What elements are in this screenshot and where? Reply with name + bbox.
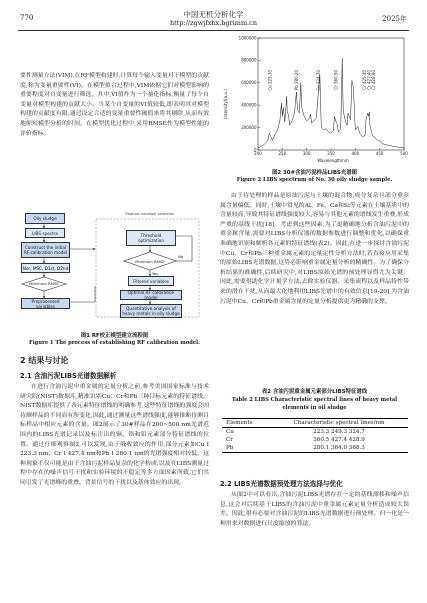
node-libs-spectra: LIBS spectra [25, 228, 65, 238]
peak-label: Pb 280.20 [294, 70, 300, 91]
node-optimal-rf: Optimal RF calibration model [120, 290, 182, 300]
feature-selection-label: Feature variable selection [125, 211, 175, 216]
table-cell: Cu [226, 429, 234, 435]
section22-body [220, 491, 409, 529]
peak-label: Cu 324.70 [315, 70, 321, 91]
table-row [222, 436, 408, 444]
node-threshold-optimization: Threshold optimization [126, 230, 176, 246]
header-rule [18, 30, 409, 31]
right-body-text [220, 192, 409, 307]
table2 [222, 418, 408, 453]
x-tick-label: 450 [375, 151, 384, 156]
table-row [222, 444, 408, 453]
section21-title: 2.1 含油污泥LIBS光谱数据解析 [20, 372, 117, 380]
node-minimum-rmse-right: Minimum RMSE [135, 258, 165, 264]
journal-url: http://zgwjfxhx.bgrimm.cn [169, 19, 258, 27]
label-no: No [178, 254, 184, 259]
section21-body [20, 383, 209, 489]
x-tick-label: 500 [400, 151, 408, 156]
section2-title: 2 结果与讨论 [20, 356, 69, 365]
node-quantitative-analysis: Quantitative analysis of heavy metals in oily sludge [120, 304, 182, 318]
table2-caption-en: Table 2 LIBS Characteristic spectral lines of heavy metal elements in oil sludge [231, 397, 398, 411]
table2-caption-cn: 表2 含油污泥重金属元素部分LIBS特征谱线 [261, 389, 368, 395]
table-cell: 360.5 427.4 428.9 [313, 437, 365, 443]
spectrum-ylabel: Intensity/(a.u.) [223, 89, 228, 119]
table-cell: Cr [226, 437, 233, 443]
y-tick-label: 600000 [241, 80, 257, 86]
node-preprocessed-variables: Preprocessed variables [21, 298, 70, 309]
right-paragraph: 由于待处理的样品是原油污泥与土壤的混合物,成分复杂且部分重金属含量偏低。同时,土壤中常见的Al、Fe、Ca和Si等元素在土壤基质中的含量较高,导致其特征谱线强度较大,容易与其他元素的谱线发生重叠,形成严重的基线干扰[18]。考虑到这些因素,为了更精确地分析含油污泥中的重金属含量,需要对LIBS分析仪器的数据参数进行调整和优化,以确保重准确地识别和解析各元素的特征谱线(表2)。因此,在进一步探讨含油污泥中Cu、Cr和Pb三种重金属元素的定量定性分析方法时,若直接应用采集的原始LIBS光谱数据,这势必影响重金属定量分析的精确性。为了确保分析结果的准确性,后续研究中,对LIBS原始光谱的预处理显得尤为关键。因此,需要借助化学计量学方法,去除实验仪器、采集流程以及样品特性带来的潜在干扰,从而最大化地利用LIBS光谱中的有效信息[19-20],为含油污泥中Cu、Cr和Pb重金属含量的定量分析提供更为精确的支撑。 [220, 193, 409, 305]
node-construct-initial: Construct the initial RF calibration model [21, 242, 70, 258]
table-cell: 280.1 364.0 368.3 [313, 445, 365, 451]
left-intro-text [20, 72, 209, 139]
section21-paragraph: 在进行含油污泥中重金属的定量分析之前,参考美国国家标准与技术研究院(NIST)数据库,精准识别Cu、Cr和Pb三种目标元素的特征谱线。NIST数据库提供了各元素特征谱线的明确参考,这些特征谱线的强度会因待测样品的不同而有所变化,因此,通过测量这些谱线强度,能够推断待测目标样品中相应元素的含量。图2展示了30#样品在200~500 nm光谱范围内的LIBS光谱记录以及标注出的铜、铬和铅元素部分特征谱线的位置。通过仔细观察图2,可以发现,由于吸收效应的作用,部分元素如Cu I 223.3 nm、Cr I 427.4 nm和Pb I 280.1 nm的光谱强度相对较低。这种现象不仅可能是由于含油污泥样品复杂的化学构成,以及在LIBS测量过程中存在的噪声信号干扰和实验环境的不稳定等多方面因素所致,它们共同引发了光谱峰的重叠、背景信号的干扰以及基体效应的出现。 [20, 384, 209, 486]
spectrum-xlabel: Wavelength/nm [317, 158, 349, 163]
node-filtered-variables: Filtered variables [128, 276, 174, 286]
spectrum-xticks [254, 148, 408, 156]
y-tick-label: 400000 [241, 102, 257, 108]
x-tick-label: 400 [351, 151, 360, 156]
table-row [222, 428, 408, 437]
peak-label: Cr 427.40 [366, 70, 372, 90]
table2-header-lines: Characteristic spectral lines/nm [293, 420, 385, 426]
figure1-caption-cn: 图1 RF校正模型建立流程图 [80, 333, 149, 339]
intro-paragraph: 要性测量方法(VIM),在RF模型构建时,计算每个输入变量对于模型的贡献度,称为变量重要性(VI)。在模型拟合过程中,VIM依据它们对模型影响的重要程度对自变量进行筛选。其中,VI值作为一个量化指标,衡量了每个自变量对模型构建的贡献大小。当某个自变量的VI值较低,即表明其对模型构建的贡献度有限,通过设定合适的变量重要性阈值来将其剔除,从而有效地缩短模型分析的时间。在模型优化过程中,采用RMSE作为模型性能的评价指标。 [20, 73, 209, 137]
year-label: 2025年 [382, 15, 407, 23]
y-tick-label: 0 [253, 147, 257, 153]
peak-label: Cu 223.30 [267, 70, 273, 91]
x-tick-label: 300 [302, 151, 311, 156]
table2-header-row [222, 419, 408, 428]
table-cell: 223.3 249.3 324.7 [313, 429, 365, 435]
journal-title: 中国无机分析化学 [183, 10, 244, 19]
spectrum-yticks [239, 35, 260, 152]
peak-label: Cr 360.50 [333, 70, 339, 90]
section22-title: 2.2 LIBS光谱数据预处理方法选择与优化 [220, 480, 343, 488]
y-tick-label: 1000000 [238, 35, 257, 41]
figure2-caption-cn: 图2 30#含油污泥样品LIBS光谱图 [272, 170, 357, 176]
page-number: 770 [20, 14, 34, 22]
node-preprocess-methods: Nor, MSC, D1st, D2nd [21, 263, 70, 273]
y-tick-label: 200000 [241, 124, 257, 130]
table-cell: Pb [226, 445, 234, 451]
spectrum-chart [222, 34, 409, 164]
x-tick-label: 350 [327, 151, 335, 156]
peak-label: Cr 425.40 [361, 70, 367, 90]
peak-label: Cr 428.90 [370, 70, 376, 90]
table2-header-elements: Elements [226, 420, 253, 426]
spectrum-peak-labels [268, 70, 376, 91]
spectrum-series-line [258, 58, 404, 148]
y-tick-label: 800000 [241, 57, 257, 63]
flowchart [20, 210, 209, 328]
node-oily-sludge: Oily sludge [25, 213, 65, 224]
figure2-caption-en: Figure 2 LIBS spectrum of No. 30 oily sludge sample. [236, 177, 393, 183]
x-tick-label: 250 [278, 151, 287, 156]
node-minimum-rmse-left: Minimum RMSE [29, 281, 59, 286]
section22-paragraph: 从图2中可以看出,含油污泥LIBS光谱存在一定的基线漂移和噪声信息,这会对后续基于LIBS的含油污泥中重金属元素定量分析造成较大误差。因此,很有必要对含油污泥的LIBS光谱数据进行预处理。归一化是一种用来对数据进行尺度缩放的算法, [220, 492, 409, 527]
label-yes: Yes [152, 271, 159, 276]
x-tick-label: 200 [254, 151, 262, 156]
spectrum-figure [222, 34, 409, 164]
figure1-caption-en: Figure 1 The process of establishing RF calibration model. [29, 340, 200, 346]
